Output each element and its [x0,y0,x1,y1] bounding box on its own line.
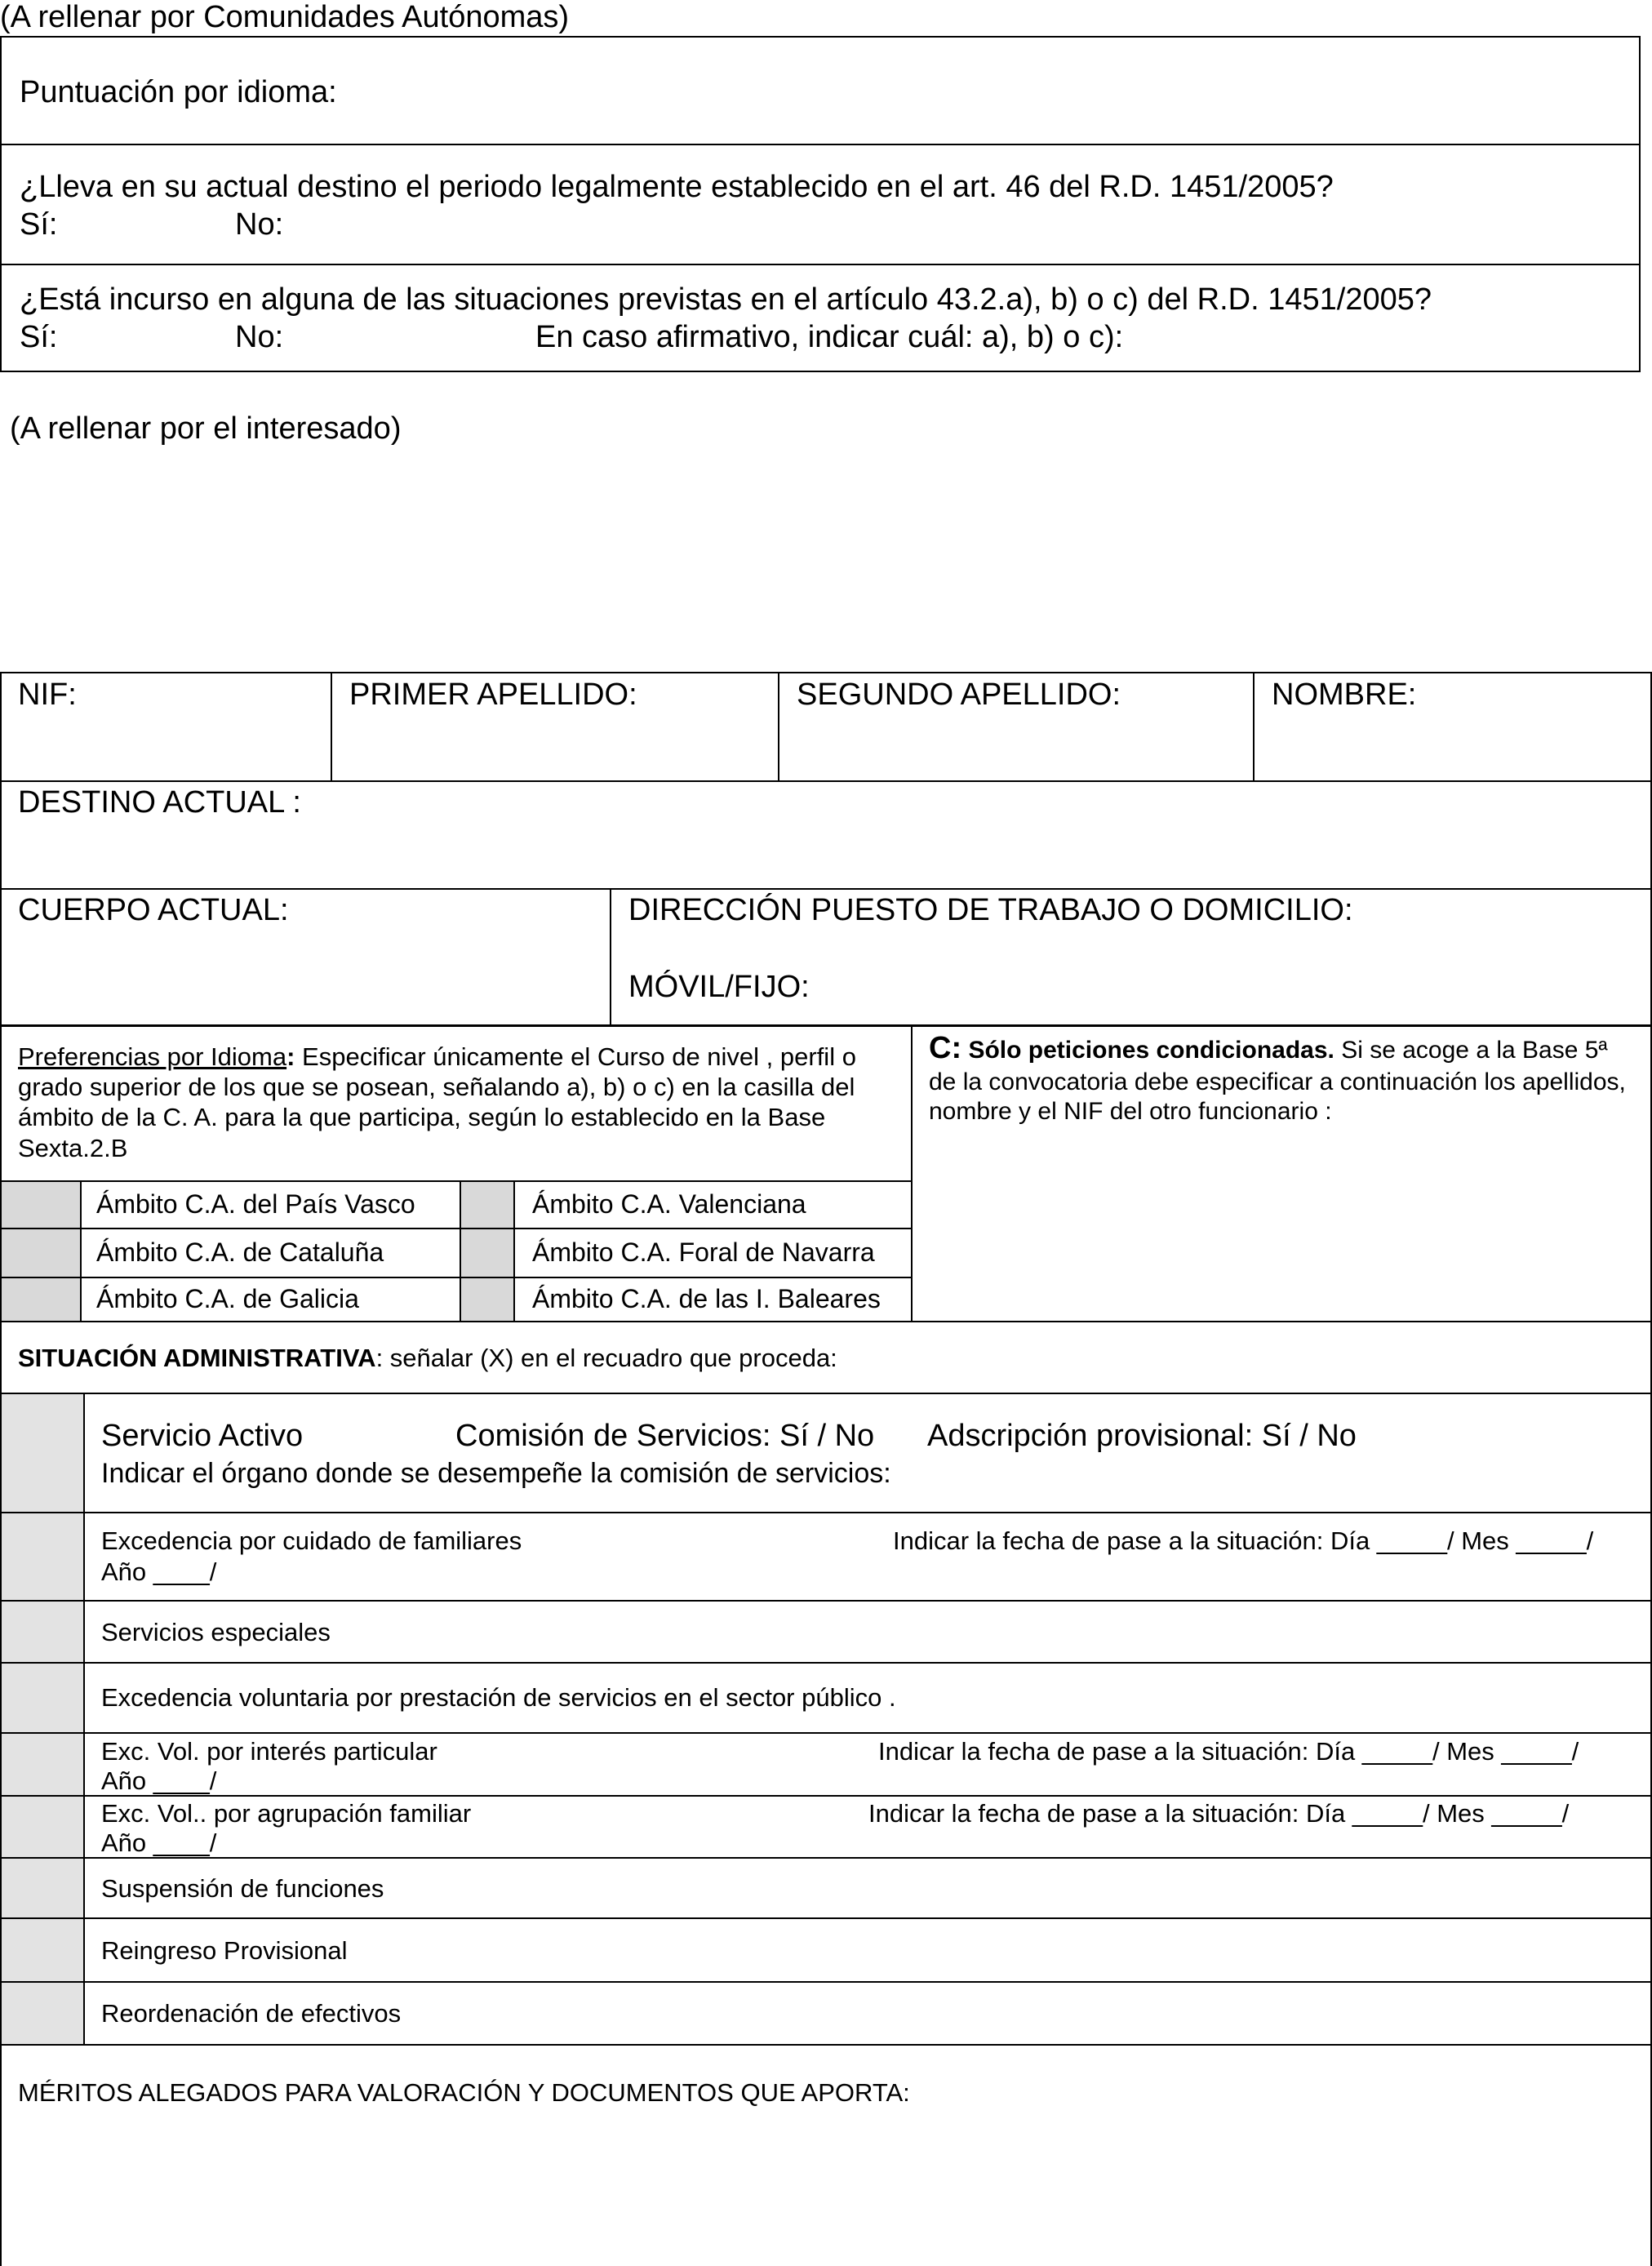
checkbox-cataluna[interactable] [2,1229,80,1277]
meritos-label: MÉRITOS ALEGADOS PARA VALORACIÓN Y DOCUMENTOS QUE APORTA: [18,2078,910,2107]
interesado-note: (A rellenar por el interesado) [10,411,402,446]
divider [0,780,1652,782]
servicios-especiales-label: Servicios especiales [101,1618,331,1646]
checkbox-servicio-activo[interactable] [2,1394,83,1512]
puntuacion-label: Puntuación por idioma: [20,75,337,109]
destino-actual-field[interactable]: DESTINO ACTUAL : [18,785,301,820]
checkbox-servicios-especiales[interactable] [2,1602,83,1662]
divider [0,264,1641,265]
condicionadas-body: Si se acoge a la Base 5ª de la convocatoria debe especificar a continuación los apellidos, nombre y el NIF del otro funcionario : [929,1037,1626,1125]
anio-label: Año ____/ [101,1828,217,1857]
reingreso-label: Reingreso Provisional [101,1936,348,1965]
primer-apellido-field[interactable]: PRIMER APELLIDO: [349,678,637,712]
checkbox-sector-publico[interactable] [2,1664,83,1732]
divider [0,1857,1652,1859]
anio-label: Año ____/ [101,1766,217,1795]
q2-no-field[interactable]: No: [235,320,284,354]
divider [0,1732,1652,1734]
checkbox-reingreso[interactable] [2,1919,83,1981]
cuerpo-actual-field[interactable]: CUERPO ACTUAL: [18,893,289,927]
divider [0,1795,1652,1797]
ambito-label: Ámbito C.A. de Galicia [96,1284,359,1313]
divider [0,1393,1652,1394]
sector-publico-label: Excedencia voluntaria por prestación de servicios en el sector público . [101,1683,896,1712]
ambito-label: Ámbito C.A. de Cataluña [96,1237,384,1267]
divider [83,1393,85,2046]
personal-data-box [0,672,1652,1026]
divider [0,1228,913,1229]
divider [331,672,332,781]
movil-fijo-field[interactable]: MÓVIL/FIJO: [628,970,810,1004]
nif-field[interactable]: NIF: [18,678,77,712]
divider [0,1662,1652,1664]
segundo-apellido-field[interactable]: SEGUNDO APELLIDO: [797,678,1121,712]
condicionadas-text [929,1030,1636,1126]
agrupacion-familiar-label: Exc. Vol.. por agrupación familiar [101,1799,472,1828]
situacion-heading [18,1344,837,1373]
checkbox-navarra[interactable] [461,1229,513,1277]
divider [1253,672,1255,781]
q1-si-field[interactable]: Sí: [20,207,58,242]
ambito-label: Ámbito C.A. de las I. Baleares [532,1284,881,1313]
preferencias-instructions [18,1042,906,1163]
divider [0,1600,1652,1602]
question-incurso: ¿Está incurso en alguna de las situaciones previstas en el artículo 43.2.a), b) o c) del R.D. 1451/2005? [20,282,1432,317]
checkbox-galicia[interactable] [2,1278,80,1321]
checkbox-suspension[interactable] [2,1859,83,1917]
fecha-label: Indicar la fecha de pase a la situación: Día _____/ Mes _____/ [878,1737,1579,1766]
adscripcion-label: Adscripción provisional: Sí / No [927,1419,1357,1453]
checkbox-reordenacion[interactable] [2,1983,83,2044]
servicio-activo-label: Servicio Activo [101,1419,304,1453]
q2-si-field[interactable]: Sí: [20,320,58,354]
organo-label: Indicar el órgano donde se desempeñe la comisión de servicios: [101,1458,891,1489]
divider [0,144,1641,145]
question-periodo: ¿Lleva en su actual destino el periodo legalmente establecido en el art. 46 del R.D. 1451/2005? [20,170,1334,204]
divider [0,1180,913,1182]
comision-servicios-label: Comisión de Servicios: Sí / No [455,1419,875,1453]
checkbox-interes-particular[interactable] [2,1734,83,1795]
condicionadas-bold: Sólo peticiones condicionadas. [961,1037,1334,1064]
anio-label: Año ____/ [101,1557,217,1586]
cuidado-label: Excedencia por cuidado de familiares [101,1526,522,1555]
divider [0,1277,913,1278]
divider [513,1180,515,1322]
situacion-subtitle: : señalar (X) en el recuadro que proceda: [375,1344,837,1372]
direccion-field[interactable]: DIRECCIÓN PUESTO DE TRABAJO O DOMICILIO: [628,893,1353,927]
ambito-label: Ámbito C.A. del País Vasco [96,1189,415,1219]
reordenacion-label: Reordenación de efectivos [101,1999,402,2028]
fecha-label: Indicar la fecha de pase a la situación: Día _____/ Mes _____/ [893,1526,1594,1555]
preferencias-text: Especificar únicamente el Curso de nivel , perfil o grado superior de los que se posean, señalando a), b) o c) en la casilla del ámbito de la C. A. para la que participa, según lo establecido en la Base Sexta.2.B [18,1042,856,1162]
nombre-field[interactable]: NOMBRE: [1272,678,1417,712]
divider [0,888,1652,890]
checkbox-valenciana[interactable] [461,1182,513,1228]
preferencias-title: Preferencias por Idioma [18,1042,287,1071]
divider [0,1981,1652,1983]
ambito-label: Ámbito C.A. Valenciana [532,1189,806,1219]
checkbox-pais-vasco[interactable] [2,1182,80,1228]
checkbox-baleares[interactable] [461,1278,513,1321]
ca-note: (A rellenar por Comunidades Autónomas) [0,0,570,34]
ambito-label: Ámbito C.A. Foral de Navarra [532,1237,875,1267]
condicionadas-letter: C: [929,1031,962,1065]
divider [80,1180,82,1322]
situacion-title: SITUACIÓN ADMINISTRATIVA [18,1344,376,1372]
divider [0,2044,1652,2046]
divider [0,1917,1652,1919]
suspension-label: Suspensión de funciones [101,1874,384,1903]
divider [0,1512,1652,1513]
interes-particular-label: Exc. Vol. por interés particular [101,1737,437,1766]
q1-no-field[interactable]: No: [235,207,284,242]
checkbox-agrupacion-familiar[interactable] [2,1797,83,1857]
divider [610,888,611,1027]
q2-caso-field[interactable]: En caso afirmativo, indicar cuál: a), b) o c): [535,320,1124,354]
fecha-label: Indicar la fecha de pase a la situación: Día _____/ Mes _____/ [868,1799,1570,1828]
checkbox-cuidado-familiares[interactable] [2,1513,83,1600]
divider [778,672,779,781]
preferencias-colon: : [286,1042,295,1071]
meritos-field[interactable] [2,2114,1650,2261]
